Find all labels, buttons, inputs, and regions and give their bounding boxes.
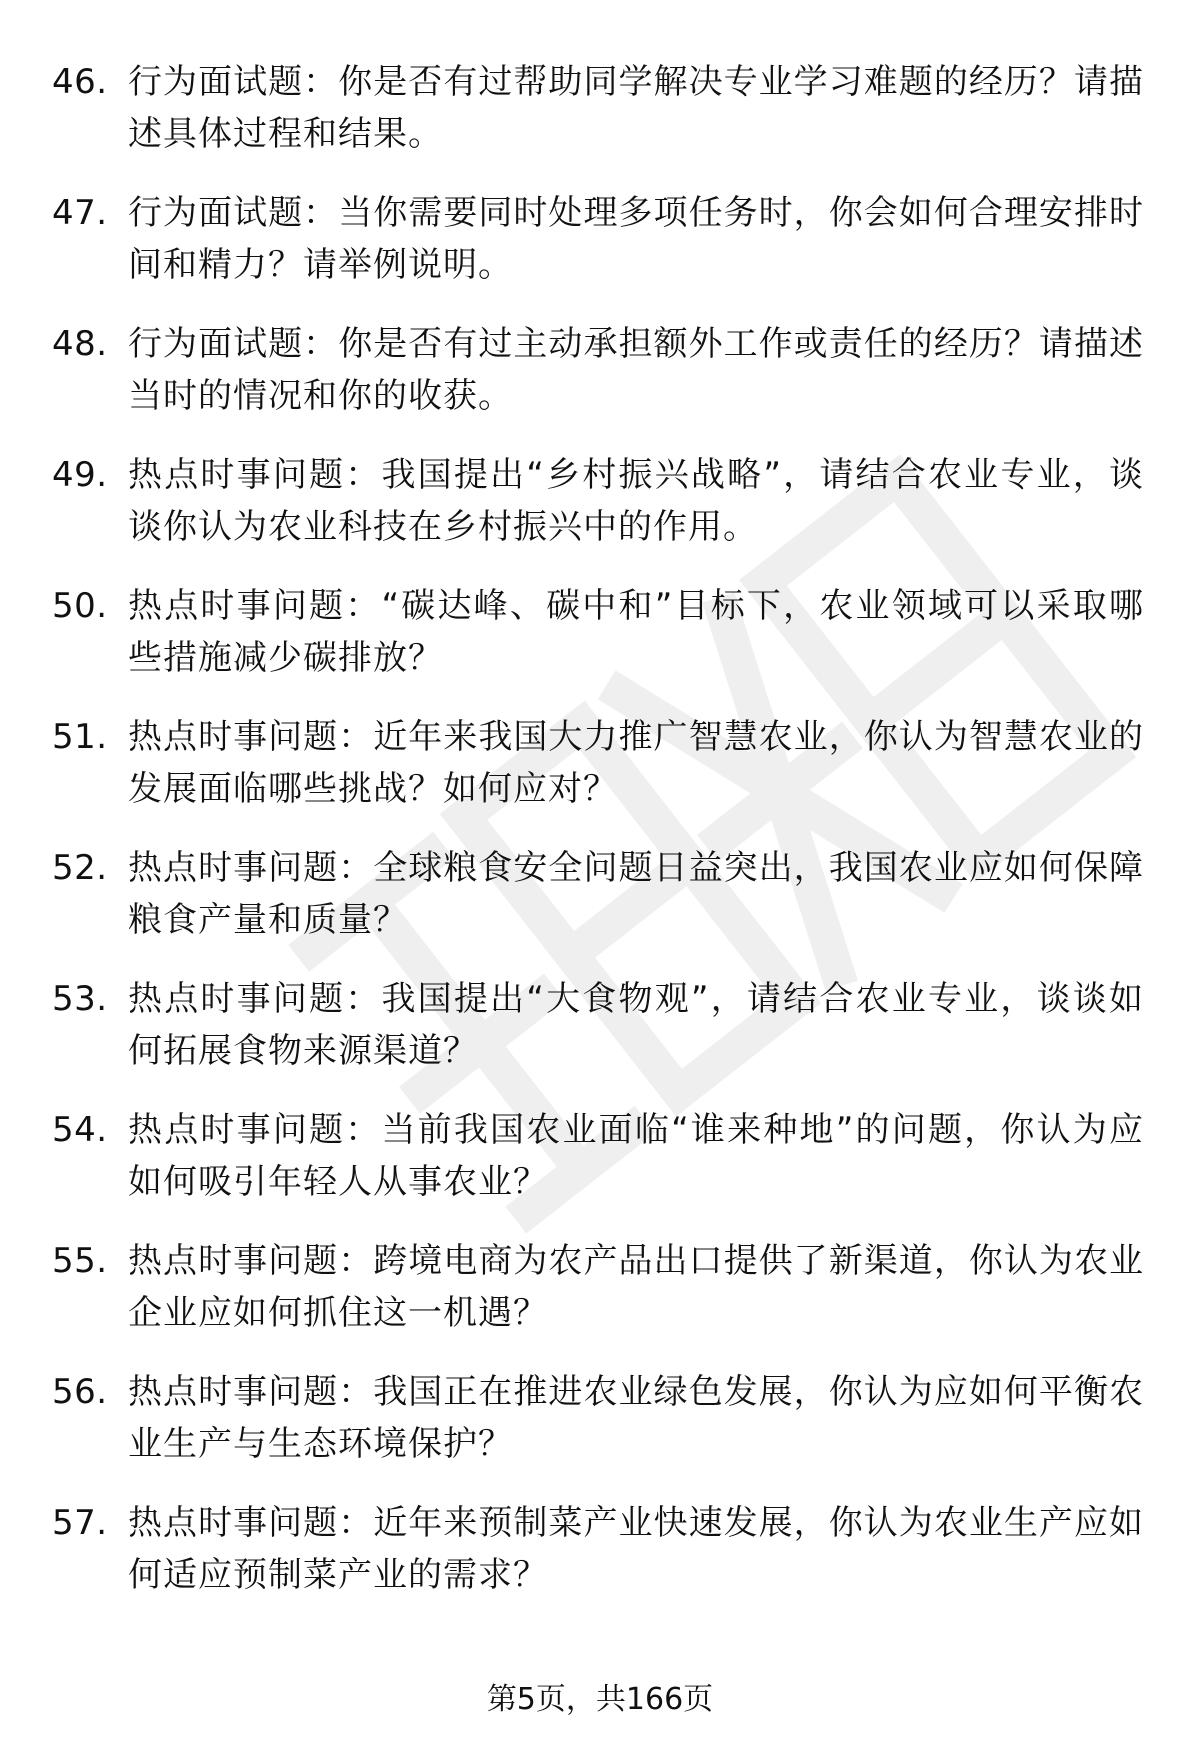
question-text: 热点时事问题：跨境电商为农产品出口提供了新渠道，你认为农业企业应如何抓住这一机遇？ xyxy=(128,1241,1144,1333)
question-text: 热点时事问题：近年来预制菜产业快速发展，你认为农业生产应如何适应预制菜产业的需求？ xyxy=(128,1503,1144,1595)
question-number: 50. xyxy=(52,586,108,626)
question-item xyxy=(52,56,1144,187)
question-item xyxy=(52,973,1144,1104)
question-list xyxy=(52,56,1144,1628)
question-text: 热点时事问题：我国提出“大食物观”，请结合农业专业，谈谈如何拓展食物来源渠道？ xyxy=(128,979,1144,1071)
question-item xyxy=(52,1497,1144,1628)
question-text: 热点时事问题：全球粮食安全问题日益突出，我国农业应如何保障粮食产量和质量？ xyxy=(128,848,1144,940)
question-item xyxy=(52,1104,1144,1235)
question-text: 热点时事问题：当前我国农业面临“谁来种地”的问题，你认为应如何吸引年轻人从事农业？ xyxy=(128,1110,1144,1202)
question-text: 热点时事问题：我国正在推进农业绿色发展，你认为应如何平衡农业生产与生态环境保护？ xyxy=(128,1372,1144,1464)
question-item xyxy=(52,711,1144,842)
question-number: 54. xyxy=(52,1110,108,1150)
question-number: 53. xyxy=(52,979,108,1019)
question-text: 行为面试题：你是否有过主动承担额外工作或责任的经历？请描述当时的情况和你的收获。 xyxy=(128,324,1144,416)
question-number: 49. xyxy=(52,455,108,495)
page-number-footer: 第5页，共166页 xyxy=(486,1682,714,1717)
question-item xyxy=(52,842,1144,973)
question-item xyxy=(52,449,1144,580)
question-number: 52. xyxy=(52,848,108,888)
question-item xyxy=(52,318,1144,449)
question-text: 热点时事问题：“碳达峰、碳中和”目标下，农业领域可以采取哪些措施减少碳排放？ xyxy=(128,586,1144,678)
question-item xyxy=(52,580,1144,711)
question-text: 行为面试题：你是否有过帮助同学解决专业学习难题的经历？请描述具体过程和结果。 xyxy=(128,62,1144,154)
question-item xyxy=(52,1235,1144,1366)
question-number: 56. xyxy=(52,1372,108,1412)
question-number: 46. xyxy=(52,62,108,102)
question-number: 57. xyxy=(52,1503,108,1543)
question-number: 47. xyxy=(52,193,108,233)
question-text: 行为面试题：当你需要同时处理多项任务时，你会如何合理安排时间和精力？请举例说明。 xyxy=(128,193,1144,285)
question-number: 51. xyxy=(52,717,108,757)
question-text: 热点时事问题：我国提出“乡村振兴战略”，请结合农业专业，谈谈你认为农业科技在乡村振兴中的作用。 xyxy=(128,455,1144,547)
question-number: 55. xyxy=(52,1241,108,1281)
question-item xyxy=(52,187,1144,318)
question-item xyxy=(52,1366,1144,1497)
question-number: 48. xyxy=(52,324,108,364)
question-text: 热点时事问题：近年来我国大力推广智慧农业，你认为智慧农业的发展面临哪些挑战？如何应对？ xyxy=(128,717,1144,809)
